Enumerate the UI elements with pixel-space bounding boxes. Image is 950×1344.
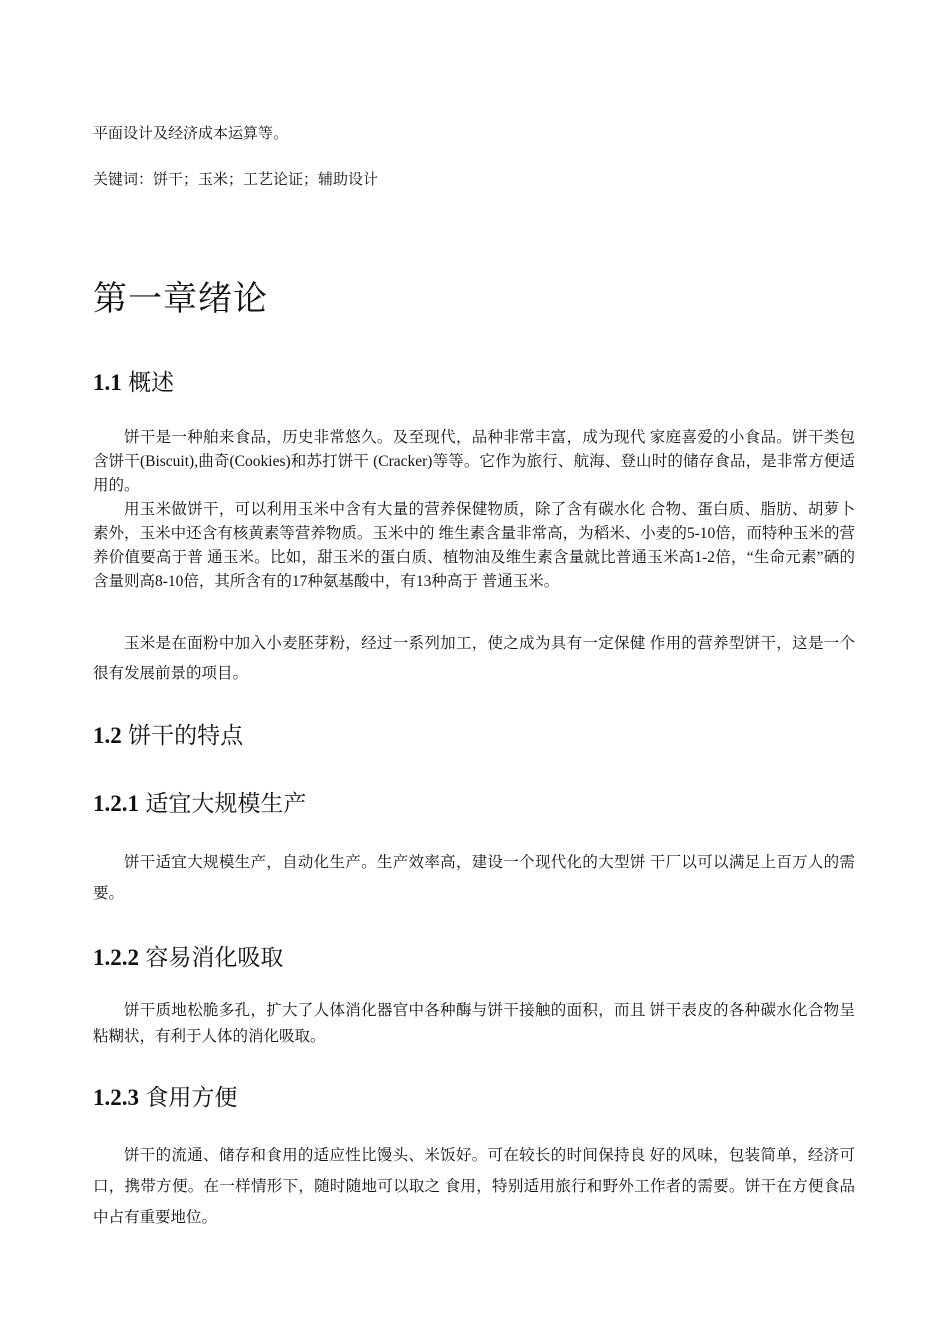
section-title: 容易消化吸取 (145, 944, 284, 970)
section-1-1-paragraph-1: 饼干是一种舶来食品，历史非常悠久。及至现代，品种非常丰富，成为现代 家庭喜爱的小食品。饼干类包含饼干(Biscuit),曲奇(Cookies)和苏打饼干 (Cracker)等等。它作为旅行、航海、登山时的储存食品，是非常方便适用的。 (93, 429, 855, 494)
section-1-2-1-paragraph-1: 饼干适宜大规模生产，自动化生产。生产效率高，建设一个现代化的大型饼 干厂以可以满足上百万人的需要。 (93, 854, 855, 902)
section-number: 1.2 (93, 723, 122, 748)
section-heading-1-2-1 (93, 788, 855, 819)
section-1-2-2-paragraph-1: 饼干质地松脆多孔，扩大了人体消化器官中各种酶与饼干接触的面积，而且 饼干表皮的各种碳水化合物呈粘糊状，有利于人体的消化吸取。 (93, 1002, 855, 1045)
section-heading-1-2-2 (93, 942, 855, 973)
section-number: 1.1 (93, 370, 122, 395)
keywords-line: 关键词：饼干；玉米；工艺论证；辅助设计 (93, 172, 379, 188)
section-number: 1.2.3 (93, 1085, 139, 1110)
chapter-title: 第一章绪论 (93, 281, 268, 318)
section-heading-1-1 (93, 367, 855, 398)
section-title: 适宜大规模生产 (145, 790, 307, 816)
section-1-1-paragraph-2: 用玉米做饼干，可以利用玉米中含有大量的营养保健物质，除了含有碳水化 合物、蛋白质、脂肪、胡萝卜素外，玉米中还含有核黄素等营养物质。玉米中的 维生素含量非常高，为稻米、小麦的5-10倍，而特种玉米的营养价值要高于普 通玉米。比如，甜玉米的蛋白质、植物油及维生素含量就比普通玉米高1-2倍，“生命元素”硒的含量则高8-10倍，其所含有的17种氨基酸中，有13种高于 普通玉米。 (93, 501, 855, 590)
abstract-continuation: 平面设计及经济成本运算等。 (93, 126, 289, 142)
section-1-2-3-paragraph-1: 饼干的流通、储存和食用的适应性比馒头、米饭好。可在较长的时间保持良 好的风味，包装简单，经济可口，携带方便。在一样情形下，随时随地可以取之 食用，特别适用旅行和野外工作者的需要。饼干在方便食品中占有重要地位。 (93, 1147, 855, 1226)
section-title: 饼干的特点 (128, 722, 244, 748)
section-number: 1.2.2 (93, 945, 139, 970)
section-1-1-paragraph-3: 玉米是在面粉中加入小麦胚芽粉，经过一系列加工，使之成为具有一定保健 作用的营养型饼干，这是一个很有发展前景的项目。 (93, 635, 855, 682)
section-title: 食用方便 (145, 1084, 238, 1110)
section-heading-1-2 (93, 720, 855, 751)
section-number: 1.2.1 (93, 791, 139, 816)
section-heading-1-2-3 (93, 1082, 855, 1113)
section-title: 概述 (128, 369, 175, 395)
